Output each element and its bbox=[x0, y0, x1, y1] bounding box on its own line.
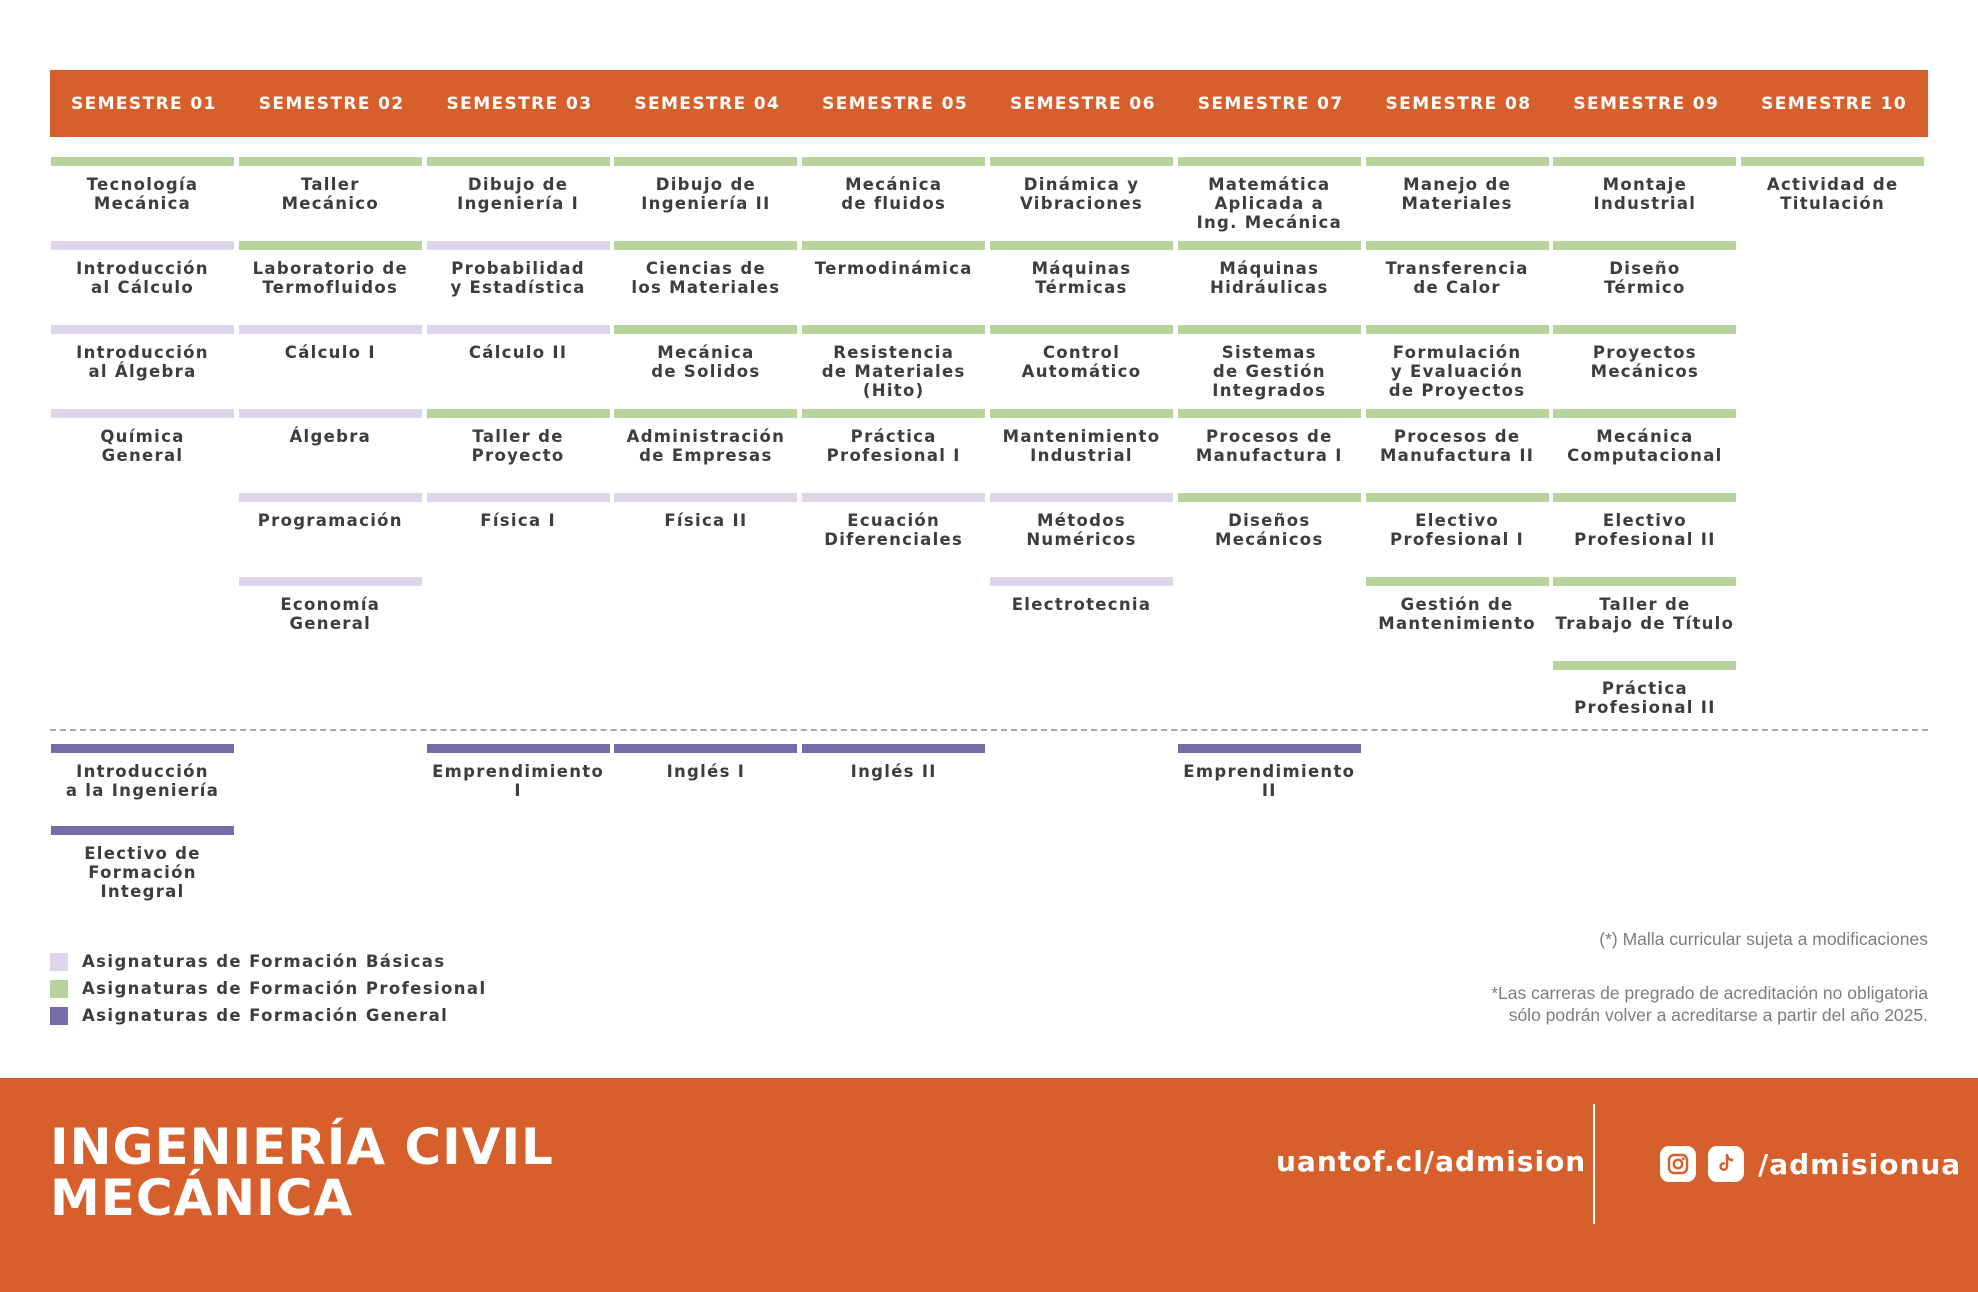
course-cell-bar bbox=[1178, 409, 1361, 418]
course-cell bbox=[802, 409, 985, 489]
course-cell bbox=[1366, 493, 1549, 573]
course-cell bbox=[1741, 157, 1924, 237]
course-cell-bar bbox=[614, 493, 797, 502]
course-cell bbox=[1178, 157, 1361, 237]
general-course-cell-label: Inglés I bbox=[666, 762, 746, 781]
course-cell bbox=[51, 157, 234, 237]
course-cell bbox=[990, 409, 1173, 489]
course-cell bbox=[427, 493, 610, 573]
course-cell bbox=[990, 493, 1173, 573]
course-cell-bar bbox=[802, 409, 985, 418]
course-cell bbox=[427, 241, 610, 321]
course-cell-bar bbox=[239, 325, 422, 334]
course-cell-bar bbox=[802, 241, 985, 250]
course-cell bbox=[1178, 493, 1361, 573]
course-cell-label: Ecuación Diferenciales bbox=[824, 511, 964, 549]
course-cell-label: Control Automático bbox=[1021, 343, 1142, 381]
course-cell-bar bbox=[990, 409, 1173, 418]
admission-url[interactable]: uantof.cl/admision bbox=[1276, 1145, 1587, 1178]
course-cell bbox=[1178, 409, 1361, 489]
course-cell-label: Procesos de Manufactura II bbox=[1379, 427, 1535, 465]
course-cell-bar bbox=[51, 325, 234, 334]
course-cell-label: Electrotecnia bbox=[1011, 595, 1152, 614]
legend-swatch bbox=[50, 980, 68, 998]
course-cell bbox=[1366, 325, 1549, 405]
course-cell bbox=[51, 241, 234, 321]
course-cell-bar bbox=[239, 157, 422, 166]
course-cell-bar bbox=[614, 325, 797, 334]
general-course-cell-bar bbox=[51, 826, 234, 835]
general-course-cell-label: Introducción a la Ingeniería bbox=[65, 762, 220, 800]
course-cell-label: Mecánica de fluidos bbox=[841, 175, 947, 213]
course-cell bbox=[51, 409, 234, 489]
course-cell-label: Práctica Profesional I bbox=[826, 427, 961, 465]
general-course-cell bbox=[614, 744, 797, 824]
course-cell-label: Práctica Profesional II bbox=[1574, 679, 1716, 717]
course-cell-label: Probabilidad y Estadística bbox=[450, 259, 586, 297]
course-cell-label: Mecánica de Solidos bbox=[651, 343, 761, 381]
general-course-cell-bar bbox=[1178, 744, 1361, 753]
semester-header-6: SEMESTRE 06 bbox=[1009, 93, 1156, 114]
course-cell-bar bbox=[1553, 493, 1736, 502]
course-cell-bar bbox=[1366, 325, 1549, 334]
course-cell-label: Cálculo II bbox=[468, 343, 568, 362]
course-cell-bar bbox=[239, 409, 422, 418]
course-cell-label: Física I bbox=[480, 511, 556, 530]
course-cell-label: Diseños Mecánicos bbox=[1215, 511, 1324, 549]
semester-header-10: SEMESTRE 10 bbox=[1761, 93, 1908, 114]
course-cell-label: Diseño Térmico bbox=[1604, 259, 1686, 297]
course-cell bbox=[1553, 325, 1736, 405]
course-cell-bar bbox=[1553, 325, 1736, 334]
course-cell-label: Dinámica y Vibraciones bbox=[1019, 175, 1144, 213]
semester-header-2: SEMESTRE 02 bbox=[258, 93, 405, 114]
footer bbox=[0, 1078, 1978, 1292]
course-cell-label: Laboratorio de Termofluidos bbox=[252, 259, 408, 297]
general-course-cell-bar bbox=[614, 744, 797, 753]
course-cell bbox=[427, 325, 610, 405]
course-cell bbox=[802, 157, 985, 237]
course-cell bbox=[1553, 577, 1736, 657]
tiktok-icon[interactable] bbox=[1708, 1146, 1744, 1182]
course-cell bbox=[1553, 157, 1736, 237]
social-links bbox=[1660, 1146, 1961, 1182]
course-cell bbox=[1366, 409, 1549, 489]
course-cell-bar bbox=[51, 409, 234, 418]
course-cell-label: Procesos de Manufactura I bbox=[1195, 427, 1343, 465]
course-cell-bar bbox=[51, 157, 234, 166]
course-cell-bar bbox=[1178, 241, 1361, 250]
course-cell-label: Gestión de Mantenimiento bbox=[1378, 595, 1536, 633]
course-cell-label: Máquinas Térmicas bbox=[1031, 259, 1132, 297]
course-cell bbox=[1553, 241, 1736, 321]
course-cell-label: Mecánica Computacional bbox=[1567, 427, 1723, 465]
course-cell-label: Tecnología Mecánica bbox=[86, 175, 199, 213]
instagram-icon[interactable] bbox=[1660, 1146, 1696, 1182]
course-cell-label: Proyectos Mecánicos bbox=[1590, 343, 1700, 381]
course-cell bbox=[990, 157, 1173, 237]
legend-swatch bbox=[50, 1007, 68, 1025]
general-course-cell bbox=[427, 744, 610, 824]
course-cell-label: Química General bbox=[100, 427, 185, 465]
social-handle[interactable]: /admisionua bbox=[1758, 1147, 1962, 1181]
course-cell-label: Física II bbox=[664, 511, 748, 530]
course-cell bbox=[990, 325, 1173, 405]
course-cell bbox=[802, 493, 985, 573]
course-cell bbox=[802, 241, 985, 321]
course-cell-bar bbox=[990, 157, 1173, 166]
semester-header-7: SEMESTRE 07 bbox=[1197, 93, 1344, 114]
course-cell-bar bbox=[427, 409, 610, 418]
course-cell-label: Ciencias de los Materiales bbox=[631, 259, 781, 297]
legend-item bbox=[50, 975, 487, 1002]
course-cell-label: Taller Mecánico bbox=[281, 175, 380, 213]
course-cell-label: Manejo de Materiales bbox=[1401, 175, 1513, 213]
course-cell bbox=[427, 409, 610, 489]
semester-header-1: SEMESTRE 01 bbox=[70, 93, 217, 114]
semester-header-5: SEMESTRE 05 bbox=[822, 93, 969, 114]
course-cell-label: Formulación y Evaluación de Proyectos bbox=[1388, 343, 1526, 400]
course-cell-bar bbox=[1178, 157, 1361, 166]
course-cell bbox=[239, 157, 422, 237]
course-cell-bar bbox=[990, 241, 1173, 250]
course-cell-bar bbox=[427, 493, 610, 502]
course-cell bbox=[239, 577, 422, 657]
general-course-cell bbox=[802, 744, 985, 824]
course-cell-label: Transferencia de Calor bbox=[1385, 259, 1529, 297]
course-cell bbox=[1553, 493, 1736, 573]
course-cell-label: Electivo Profesional II bbox=[1574, 511, 1716, 549]
course-cell-label: Dibujo de Ingeniería I bbox=[457, 175, 580, 213]
general-course-cell-bar bbox=[802, 744, 985, 753]
career-title bbox=[50, 1118, 554, 1227]
course-cell-bar bbox=[51, 241, 234, 250]
course-cell bbox=[1553, 409, 1736, 489]
semester-header-3: SEMESTRE 03 bbox=[446, 93, 593, 114]
general-course-cell-bar bbox=[427, 744, 610, 753]
course-cell-bar bbox=[990, 493, 1173, 502]
general-course-cell-label: Emprendimiento I bbox=[432, 762, 605, 800]
general-divider bbox=[50, 729, 1928, 731]
legend-label: Asignaturas de Formación General bbox=[82, 1006, 449, 1025]
general-course-cell bbox=[51, 744, 234, 824]
course-cell-label: Sistemas de Gestión Integrados bbox=[1212, 343, 1327, 400]
course-cell-label: Programación bbox=[257, 511, 403, 530]
course-cell-bar bbox=[1366, 157, 1549, 166]
course-cell-label: Matemática Aplicada a Ing. Mecánica bbox=[1196, 175, 1343, 232]
general-course-cell bbox=[51, 826, 234, 906]
course-cell bbox=[614, 241, 797, 321]
course-cell bbox=[51, 325, 234, 405]
course-cell-label: Termodinámica bbox=[814, 259, 973, 278]
course-cell bbox=[614, 157, 797, 237]
course-cell-bar bbox=[1178, 325, 1361, 334]
course-cell bbox=[990, 577, 1173, 657]
legend bbox=[50, 948, 487, 1029]
course-cell bbox=[802, 325, 985, 405]
course-cell-bar bbox=[1741, 157, 1924, 166]
course-cell-label: Cálculo I bbox=[284, 343, 376, 362]
course-cell bbox=[1178, 241, 1361, 321]
legend-swatch bbox=[50, 953, 68, 971]
course-cell-bar bbox=[427, 157, 610, 166]
course-cell-label: Montaje Industrial bbox=[1593, 175, 1697, 213]
general-course-cell-label: Inglés II bbox=[850, 762, 937, 781]
footer-separator bbox=[1593, 1104, 1595, 1224]
course-cell-label: Introducción al Álgebra bbox=[76, 343, 209, 381]
course-cell-label: Introducción al Cálculo bbox=[76, 259, 209, 297]
course-cell-label: Actividad de Titulación bbox=[1766, 175, 1899, 213]
curriculum-grid bbox=[50, 157, 1928, 717]
course-cell-bar bbox=[1553, 241, 1736, 250]
course-cell bbox=[1178, 325, 1361, 405]
course-cell-bar bbox=[614, 241, 797, 250]
course-cell-bar bbox=[1178, 493, 1361, 502]
general-course-cell-bar bbox=[51, 744, 234, 753]
legend-item bbox=[50, 1002, 487, 1029]
course-cell-label: Álgebra bbox=[289, 427, 372, 446]
general-course-cell-label: Emprendimiento II bbox=[1183, 762, 1356, 800]
course-cell bbox=[239, 241, 422, 321]
course-cell bbox=[239, 409, 422, 489]
general-courses bbox=[50, 744, 1928, 901]
course-cell bbox=[1366, 577, 1549, 657]
course-cell-bar bbox=[427, 325, 610, 334]
course-cell-label: Administración de Empresas bbox=[626, 427, 786, 465]
course-cell-label: Métodos Numéricos bbox=[1026, 511, 1137, 549]
semester-header-8: SEMESTRE 08 bbox=[1385, 93, 1532, 114]
semester-header-4: SEMESTRE 04 bbox=[634, 93, 781, 114]
course-cell-bar bbox=[1366, 409, 1549, 418]
legend-label: Asignaturas de Formación Profesional bbox=[82, 979, 487, 998]
course-cell-bar bbox=[802, 325, 985, 334]
career-title-line2: MECÁNICA bbox=[50, 1169, 354, 1227]
semester-header-9: SEMESTRE 09 bbox=[1573, 93, 1720, 114]
course-cell-bar bbox=[614, 409, 797, 418]
course-cell bbox=[239, 493, 422, 573]
course-cell bbox=[614, 325, 797, 405]
course-cell-label: Resistencia de Materiales (Hito) bbox=[821, 343, 966, 400]
course-cell-bar bbox=[239, 577, 422, 586]
course-cell-bar bbox=[990, 577, 1173, 586]
career-title-line1: INGENIERÍA CIVIL bbox=[50, 1118, 554, 1176]
course-cell-bar bbox=[1366, 241, 1549, 250]
course-cell-bar bbox=[1553, 577, 1736, 586]
course-cell-bar bbox=[1553, 157, 1736, 166]
course-cell-bar bbox=[1553, 661, 1736, 670]
course-cell-bar bbox=[1366, 493, 1549, 502]
course-cell-bar bbox=[239, 493, 422, 502]
course-cell bbox=[239, 325, 422, 405]
course-cell-bar bbox=[990, 325, 1173, 334]
note-accreditation: *Las carreras de pregrado de acreditación no obligatoria sólo podrán volver a acreditarse a partir del año 2025. bbox=[1491, 983, 1928, 1025]
course-cell bbox=[614, 493, 797, 573]
notes bbox=[1491, 928, 1928, 1026]
course-cell-label: Economía General bbox=[280, 595, 381, 633]
course-cell-label: Máquinas Hidráulicas bbox=[1209, 259, 1329, 297]
note-modifications: (*) Malla curricular sujeta a modificaciones bbox=[1599, 929, 1928, 949]
course-cell-bar bbox=[1366, 577, 1549, 586]
course-cell-label: Electivo Profesional I bbox=[1390, 511, 1525, 549]
course-cell-label: Taller de Proyecto bbox=[471, 427, 565, 465]
course-cell-label: Mantenimiento Industrial bbox=[1002, 427, 1161, 465]
course-cell-bar bbox=[802, 157, 985, 166]
course-cell-bar bbox=[239, 241, 422, 250]
general-course-cell bbox=[1178, 744, 1361, 824]
course-cell-bar bbox=[427, 241, 610, 250]
course-cell-bar bbox=[802, 493, 985, 502]
semester-header bbox=[50, 70, 1928, 137]
course-cell-label: Dibujo de Ingeniería II bbox=[641, 175, 771, 213]
course-cell bbox=[1366, 157, 1549, 237]
general-course-cell-label: Electivo de Formación Integral bbox=[84, 844, 201, 901]
course-cell-bar bbox=[1553, 409, 1736, 418]
course-cell bbox=[614, 409, 797, 489]
course-cell-label: Taller de Trabajo de Título bbox=[1555, 595, 1735, 633]
legend-label: Asignaturas de Formación Básicas bbox=[82, 952, 446, 971]
course-cell-bar bbox=[614, 157, 797, 166]
legend-item bbox=[50, 948, 487, 975]
course-cell bbox=[427, 157, 610, 237]
course-cell bbox=[990, 241, 1173, 321]
course-cell bbox=[1366, 241, 1549, 321]
